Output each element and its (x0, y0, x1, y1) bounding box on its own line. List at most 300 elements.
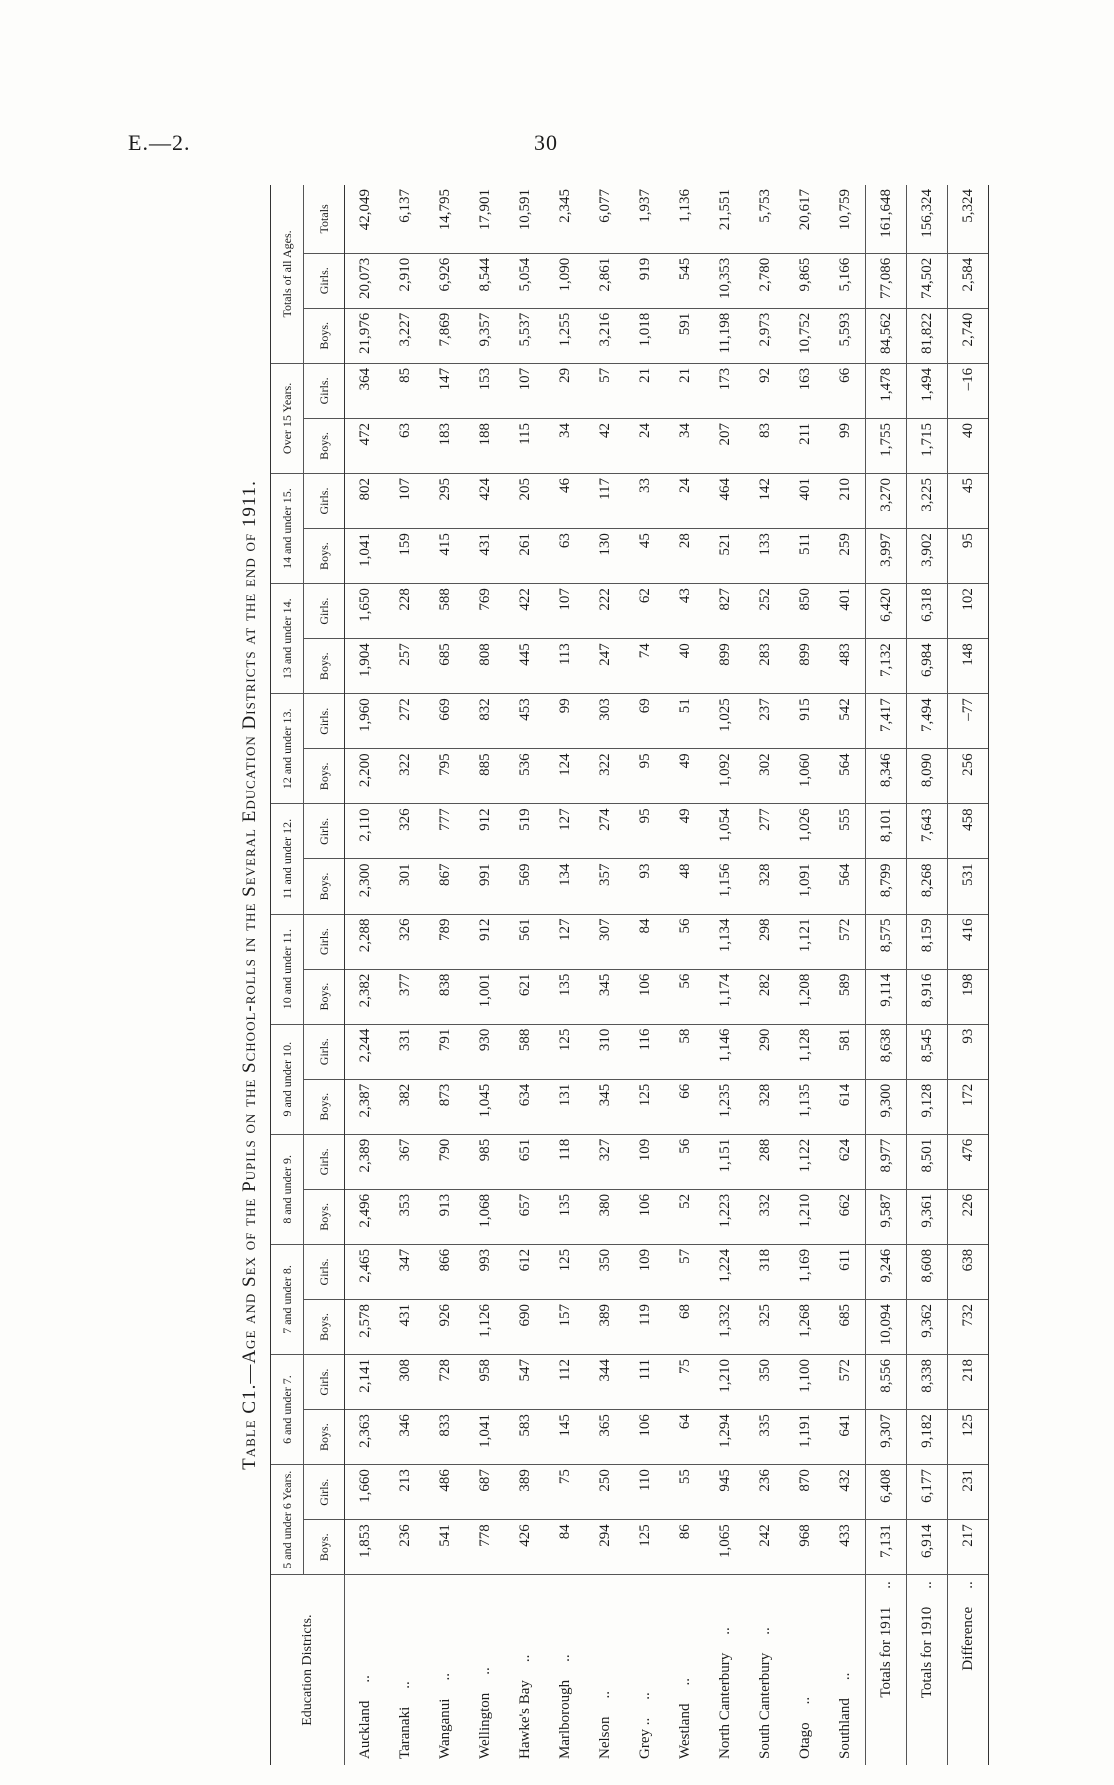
table-cell: 115 (505, 418, 545, 473)
table-caption: Table C1.—Age and Sex of the Pupils on the School-rolls in the Several Education Districts at the end of 1911. (239, 480, 260, 1470)
table-cell: 183 (425, 418, 465, 473)
district-name: Totals for 1910 (918, 1606, 935, 1699)
table-cell: 728 (425, 1355, 465, 1410)
table-cell: 1,332 (705, 1299, 745, 1354)
table-cell: 1,294 (705, 1410, 745, 1465)
table-cell: 247 (585, 639, 625, 694)
header-totals: Totals (304, 185, 345, 253)
table-cell: 24 (625, 418, 665, 473)
table-cell: 86 (665, 1520, 705, 1575)
leader-dots: .. (716, 1627, 733, 1635)
table-cell: –16 (948, 363, 989, 418)
table-cell: 1,853 (345, 1520, 386, 1575)
table-cell: 1,026 (785, 804, 825, 859)
table-cell: 40 (948, 418, 989, 473)
district-name: Southland (836, 1698, 853, 1759)
table-cell: 1,904 (345, 639, 386, 694)
table-cell: 173 (705, 363, 745, 418)
table-cell: 95 (948, 529, 989, 584)
table-cell: 127 (545, 804, 585, 859)
table-cell: 236 (745, 1465, 785, 1520)
table-cell: 33 (625, 474, 665, 529)
table-cell: 130 (585, 529, 625, 584)
table-cell: 7,643 (907, 804, 948, 859)
table-cell: 8,090 (907, 749, 948, 804)
district-name: Hawke's Bay (516, 1680, 533, 1759)
table-cell: 328 (745, 859, 785, 914)
table-cell: 3,225 (907, 474, 948, 529)
table-body (345, 185, 989, 1765)
table-cell: 307 (585, 914, 625, 969)
page-reference: E.—2. (128, 130, 191, 155)
header-girls: Girls. (304, 804, 345, 859)
table-cell: 125 (625, 1079, 665, 1134)
header-age-group: 10 and under 11. (271, 914, 304, 1024)
header-age-group: 8 and under 9. (271, 1134, 304, 1244)
table-cell: 3,216 (585, 308, 625, 363)
row-label (585, 1575, 625, 1765)
table-cell: 833 (425, 1410, 465, 1465)
leader-dots: .. (796, 1696, 813, 1705)
table-cell: 2,387 (345, 1079, 386, 1134)
table-cell: 46 (545, 474, 585, 529)
table-cell: 6,408 (866, 1465, 907, 1520)
table-cell: 1,223 (705, 1189, 745, 1244)
table-cell: 17,901 (465, 185, 505, 253)
table-cell: 367 (385, 1134, 425, 1189)
header-girls: Girls. (304, 584, 345, 639)
table-cell: 113 (545, 639, 585, 694)
header-boys: Boys. (304, 1410, 345, 1465)
table-cell: 9,362 (907, 1299, 948, 1354)
header-age-group: 14 and under 15. (271, 474, 304, 584)
header-boys: Boys. (304, 1299, 345, 1354)
table-cell: 10,759 (825, 185, 866, 253)
table-cell: 56 (665, 1134, 705, 1189)
table-cell: 302 (745, 749, 785, 804)
table-cell: 9,300 (866, 1079, 907, 1134)
table-cell: 350 (585, 1244, 625, 1299)
table-cell: 1,001 (465, 969, 505, 1024)
table-cell: 28 (665, 529, 705, 584)
table-cell: 9,307 (866, 1410, 907, 1465)
table-cell: 325 (745, 1299, 785, 1354)
table-cell: 345 (585, 1079, 625, 1134)
table-cell: 55 (665, 1465, 705, 1520)
table-cell: 327 (585, 1134, 625, 1189)
table-cell: 958 (465, 1355, 505, 1410)
table-cell: 991 (465, 859, 505, 914)
table-row (785, 185, 825, 1765)
table-cell: 899 (705, 639, 745, 694)
table-cell: 536 (505, 749, 545, 804)
table-cell: 777 (425, 804, 465, 859)
table-cell: 74,502 (907, 253, 948, 308)
table-cell: 277 (745, 804, 785, 859)
table-cell: 10,591 (505, 185, 545, 253)
table-cell: 295 (425, 474, 465, 529)
table-cell: 431 (465, 529, 505, 584)
table-cell: 472 (345, 418, 386, 473)
table-row (385, 185, 425, 1765)
table-cell: 930 (465, 1024, 505, 1079)
row-label (866, 1575, 907, 1765)
table-cell: 347 (385, 1244, 425, 1299)
table-cell: 207 (705, 418, 745, 473)
table-cell: 57 (585, 363, 625, 418)
header-girls: Girls. (304, 363, 345, 418)
table-cell: 357 (585, 859, 625, 914)
table-cell: 21 (665, 363, 705, 418)
table-cell: 135 (545, 1189, 585, 1244)
table-cell: 157 (545, 1299, 585, 1354)
header-boys: Boys. (304, 969, 345, 1024)
table-cell: 303 (585, 694, 625, 749)
row-label (665, 1575, 705, 1765)
table-cell: 52 (665, 1189, 705, 1244)
table-cell: 40 (665, 639, 705, 694)
totals-row (866, 185, 907, 1765)
table-cell: 1,045 (465, 1079, 505, 1134)
row-label (385, 1575, 425, 1765)
table-cell: 261 (505, 529, 545, 584)
leader-dots: .. (636, 1692, 653, 1700)
table-cell: 68 (665, 1299, 705, 1354)
table-cell: 345 (585, 969, 625, 1024)
header-age-group: 12 and under 13. (271, 694, 304, 804)
table-cell: 83 (745, 418, 785, 473)
table-cell: 48 (665, 859, 705, 914)
table-cell: 62 (625, 584, 665, 639)
table-cell: 5,753 (745, 185, 785, 253)
header-girls: Girls. (304, 1355, 345, 1410)
table-row (665, 185, 705, 1765)
table-cell: 124 (545, 749, 585, 804)
totals-row (948, 185, 989, 1765)
table-cell: 545 (665, 253, 705, 308)
school-rolls-table (270, 185, 989, 1765)
table-cell: 259 (825, 529, 866, 584)
table-cell: 95 (625, 749, 665, 804)
leader-dots: .. (918, 1581, 935, 1589)
table-cell: 968 (785, 1520, 825, 1575)
table-cell: 148 (948, 639, 989, 694)
table-cell: 1,041 (345, 529, 386, 584)
table-cell: 49 (665, 749, 705, 804)
table-cell: 99 (545, 694, 585, 749)
district-name: Nelson (596, 1716, 613, 1759)
district-name: Marlborough (556, 1679, 573, 1759)
table-cell: 401 (785, 474, 825, 529)
table-cell: 217 (948, 1520, 989, 1575)
table-cell: 344 (585, 1355, 625, 1410)
row-label (825, 1575, 866, 1765)
row-label (745, 1575, 785, 1765)
table-cell: 2,584 (948, 253, 989, 308)
table-cell: 237 (745, 694, 785, 749)
table-cell: 827 (705, 584, 745, 639)
table-cell: 228 (385, 584, 425, 639)
table-cell: 9,357 (465, 308, 505, 363)
table-cell: 1,478 (866, 363, 907, 418)
table-cell: 9,587 (866, 1189, 907, 1244)
table-cell: 1,134 (705, 914, 745, 969)
row-label (625, 1575, 665, 1765)
table-cell: 346 (385, 1410, 425, 1465)
row-label (465, 1575, 505, 1765)
table-cell: 5,324 (948, 185, 989, 253)
table-cell: 687 (465, 1465, 505, 1520)
header-age-group: 6 and under 7. (271, 1355, 304, 1465)
table-cell: 125 (625, 1520, 665, 1575)
table-cell: 1,960 (345, 694, 386, 749)
table-row (345, 185, 386, 1765)
table-cell: 1,174 (705, 969, 745, 1024)
header-boys: Boys. (304, 1079, 345, 1134)
table-cell: 1,060 (785, 749, 825, 804)
table-cell: 591 (665, 308, 705, 363)
table-cell: 222 (585, 584, 625, 639)
table-cell: 231 (948, 1465, 989, 1520)
table-cell: 43 (665, 584, 705, 639)
table-cell: 7,494 (907, 694, 948, 749)
table-cell: 125 (545, 1244, 585, 1299)
table-cell: 1,146 (705, 1024, 745, 1079)
table-cell: 1,255 (545, 308, 585, 363)
table-cell: 93 (948, 1024, 989, 1079)
table-cell: 8,501 (907, 1134, 948, 1189)
table-cell: 210 (825, 474, 866, 529)
table-cell: 159 (385, 529, 425, 584)
table-cell: 109 (625, 1134, 665, 1189)
table-cell: 6,914 (907, 1520, 948, 1575)
row-label (505, 1575, 545, 1765)
table-cell: 282 (745, 969, 785, 1024)
table-cell: 2,465 (345, 1244, 386, 1299)
table-cell: 669 (425, 694, 465, 749)
table-cell: 2,496 (345, 1189, 386, 1244)
table-cell: 5,537 (505, 308, 545, 363)
table-cell: 1,224 (705, 1244, 745, 1299)
header-boys: Boys. (304, 1520, 345, 1575)
table-cell: 651 (505, 1134, 545, 1189)
table-cell: 867 (425, 859, 465, 914)
table-cell: 561 (505, 914, 545, 969)
table-cell: 1,755 (866, 418, 907, 473)
table-cell: 415 (425, 529, 465, 584)
table-cell: 318 (745, 1244, 785, 1299)
table-cell: 483 (825, 639, 866, 694)
header-boys: Boys. (304, 529, 345, 584)
leader-dots: .. (356, 1675, 373, 1683)
header-age-group: Totals of all Ages. (271, 185, 304, 363)
table-row (825, 185, 866, 1765)
table-cell: 769 (465, 584, 505, 639)
table-cell: 778 (465, 1520, 505, 1575)
table-cell: 142 (745, 474, 785, 529)
table-cell: 1,136 (665, 185, 705, 253)
table-cell: 20,073 (345, 253, 386, 308)
table-cell: 213 (385, 1465, 425, 1520)
table-cell: 3,997 (866, 529, 907, 584)
table-cell: 205 (505, 474, 545, 529)
table-cell: 2,861 (585, 253, 625, 308)
table-cell: 638 (948, 1244, 989, 1299)
table-cell: 106 (625, 1189, 665, 1244)
table-cell: 6,318 (907, 584, 948, 639)
table-cell: 832 (465, 694, 505, 749)
table-cell: 486 (425, 1465, 465, 1520)
table-cell: 2,973 (745, 308, 785, 363)
table-cell: 6,420 (866, 584, 907, 639)
totals-row (907, 185, 948, 1765)
table-cell: 3,227 (385, 308, 425, 363)
table-cell: 118 (545, 1134, 585, 1189)
header-age-group: 9 and under 10. (271, 1024, 304, 1134)
table-cell: 92 (745, 363, 785, 418)
table-cell: 1,208 (785, 969, 825, 1024)
table-cell: 256 (948, 749, 989, 804)
leader-dots: .. (556, 1654, 573, 1662)
table-cell: 588 (425, 584, 465, 639)
table-cell: 2,910 (385, 253, 425, 308)
table-cell: 789 (425, 914, 465, 969)
table-cell: 432 (825, 1465, 866, 1520)
table-cell: 453 (505, 694, 545, 749)
row-label (545, 1575, 585, 1765)
table-cell: 353 (385, 1189, 425, 1244)
leader-dots: .. (516, 1654, 533, 1663)
table-cell: 64 (665, 1410, 705, 1465)
table-cell: 81,822 (907, 308, 948, 363)
table-cell: 1,018 (625, 308, 665, 363)
table-cell: 531 (948, 859, 989, 914)
header-age-group: 11 and under 12. (271, 804, 304, 914)
table-cell: 8,799 (866, 859, 907, 914)
leader-dots: .. (596, 1691, 613, 1699)
leader-dots: .. (877, 1581, 894, 1589)
table-cell: 133 (745, 529, 785, 584)
table-cell: 9,114 (866, 969, 907, 1024)
table-cell: 11,198 (705, 308, 745, 363)
table-row (545, 185, 585, 1765)
table-cell: 547 (505, 1355, 545, 1410)
table-cell: 1,191 (785, 1410, 825, 1465)
table-cell: 564 (825, 749, 866, 804)
header-boys: Boys. (304, 1189, 345, 1244)
table-cell: 8,338 (907, 1355, 948, 1410)
table-cell: 107 (505, 363, 545, 418)
page-number: 30 (534, 130, 558, 155)
table-cell: 331 (385, 1024, 425, 1079)
table-cell: 458 (948, 804, 989, 859)
table-cell: 29 (545, 363, 585, 418)
table-cell: 21,976 (345, 308, 386, 363)
district-name: Auckland (356, 1700, 373, 1759)
table-cell: 188 (465, 418, 505, 473)
district-name: Taranaki (396, 1706, 413, 1759)
table-cell: 838 (425, 969, 465, 1024)
table-cell: 69 (625, 694, 665, 749)
table-cell: 84 (625, 914, 665, 969)
table-cell: 49 (665, 804, 705, 859)
table-cell: 134 (545, 859, 585, 914)
header-girls: Girls. (304, 253, 345, 308)
table-cell: 685 (425, 639, 465, 694)
table-row (505, 185, 545, 1765)
table-cell: 993 (465, 1244, 505, 1299)
table-cell: 2,740 (948, 308, 989, 363)
table-cell: 294 (585, 1520, 625, 1575)
table-cell: 1,169 (785, 1244, 825, 1299)
table-cell: 569 (505, 859, 545, 914)
table-cell: 326 (385, 914, 425, 969)
table-cell: 564 (825, 859, 866, 914)
table-cell: 24 (665, 474, 705, 529)
table-cell: 95 (625, 804, 665, 859)
row-label (785, 1575, 825, 1765)
header-education-districts: Education Districts. (271, 1575, 345, 1765)
table-cell: 1,650 (345, 584, 386, 639)
table-cell: 542 (825, 694, 866, 749)
table-cell: 45 (948, 474, 989, 529)
table-cell: 218 (948, 1355, 989, 1410)
table-cell: 242 (745, 1520, 785, 1575)
row-label (705, 1575, 745, 1765)
table-cell: 588 (505, 1024, 545, 1079)
table-cell: 21 (625, 363, 665, 418)
table-cell: 2,141 (345, 1355, 386, 1410)
table-cell: 110 (625, 1465, 665, 1520)
table-cell: 380 (585, 1189, 625, 1244)
table-cell: 377 (385, 969, 425, 1024)
table-cell: 6,177 (907, 1465, 948, 1520)
table-cell: 685 (825, 1299, 866, 1354)
table-cell: 1,068 (465, 1189, 505, 1244)
header-girls: Girls. (304, 1244, 345, 1299)
table-cell: 111 (625, 1355, 665, 1410)
table-cell: 9,182 (907, 1410, 948, 1465)
district-name: North Canterbury (716, 1652, 733, 1759)
table-cell: 1,151 (705, 1134, 745, 1189)
table-cell: 945 (705, 1465, 745, 1520)
table-cell: 274 (585, 804, 625, 859)
table-cell: 34 (545, 418, 585, 473)
table-cell: 236 (385, 1520, 425, 1575)
table-cell: 10,353 (705, 253, 745, 308)
table-cell: 8,346 (866, 749, 907, 804)
header-girls: Girls. (304, 694, 345, 749)
table-cell: 57 (665, 1244, 705, 1299)
table-cell: 257 (385, 639, 425, 694)
table-cell: 519 (505, 804, 545, 859)
table-cell: 791 (425, 1024, 465, 1079)
table-cell: 45 (625, 529, 665, 584)
table-cell: 116 (625, 1024, 665, 1079)
district-name: Grey .. (636, 1717, 653, 1759)
table-cell: 20,617 (785, 185, 825, 253)
table-cell: 75 (665, 1355, 705, 1410)
table-cell: 912 (465, 914, 505, 969)
table-cell: 476 (948, 1134, 989, 1189)
table-cell: 8,977 (866, 1134, 907, 1189)
table-cell: 2,200 (345, 749, 386, 804)
table-cell: 6,137 (385, 185, 425, 253)
table-cell: 63 (545, 529, 585, 584)
table-cell: 912 (465, 804, 505, 859)
table-cell: 34 (665, 418, 705, 473)
table-cell: 6,984 (907, 639, 948, 694)
